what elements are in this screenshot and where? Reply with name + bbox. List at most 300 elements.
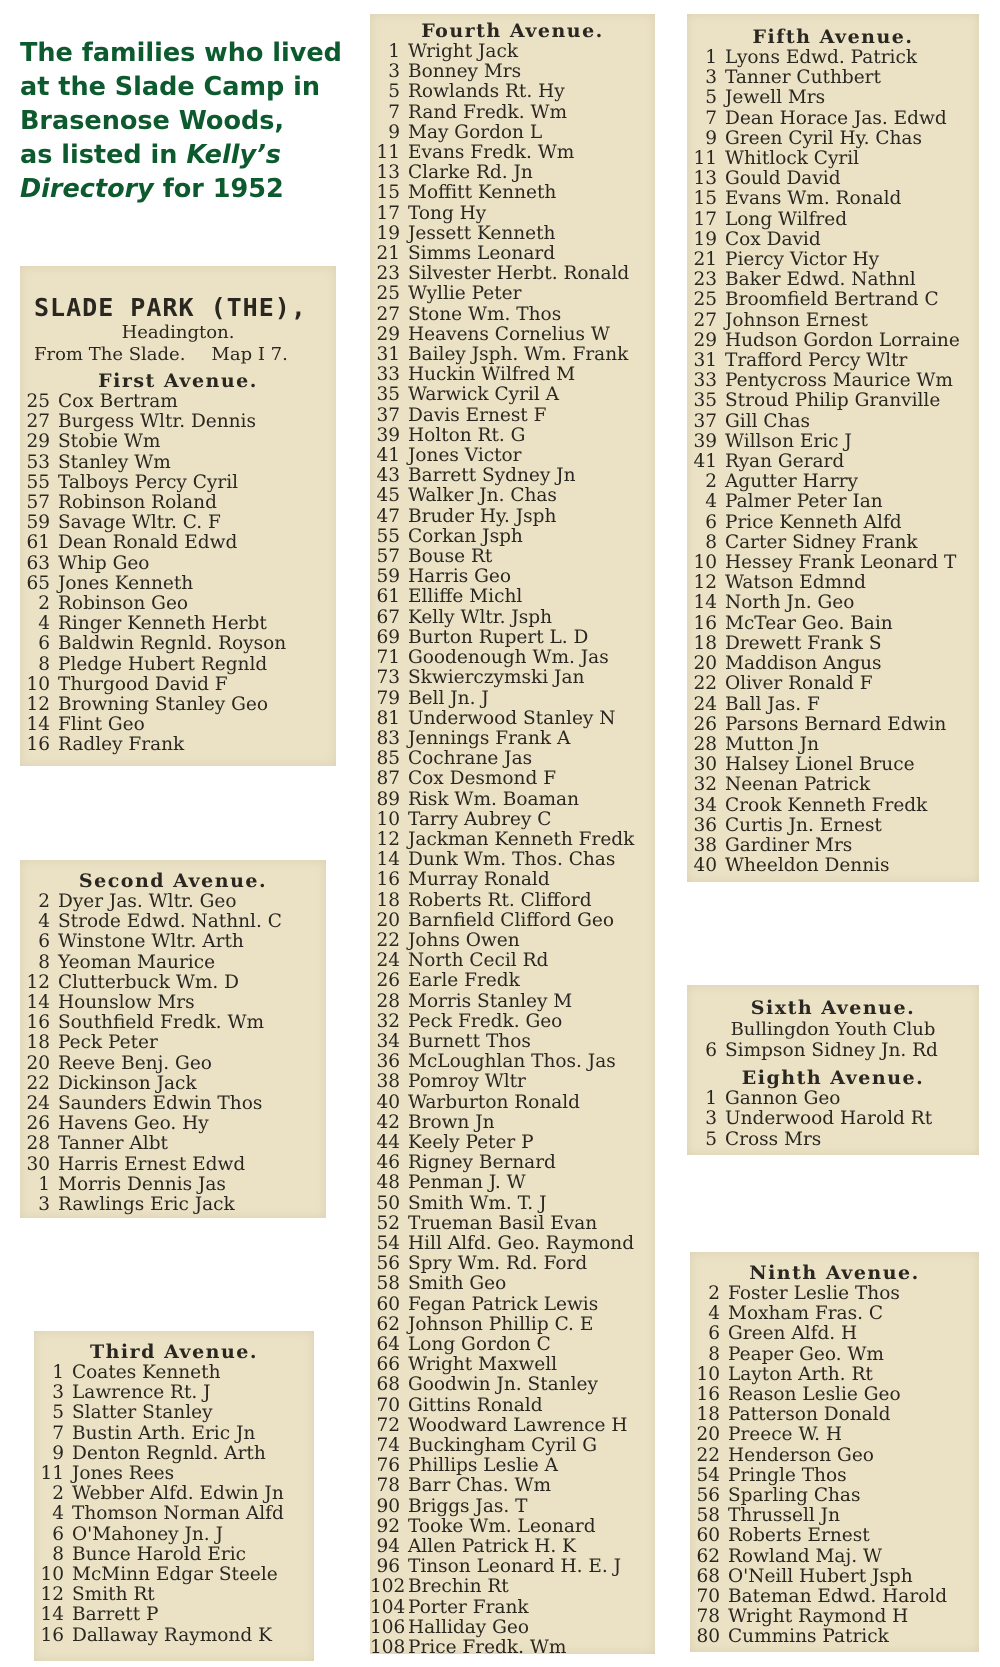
directory-entry bbox=[690, 1506, 979, 1526]
house-number: 58 bbox=[696, 1505, 720, 1527]
resident-name: Ringer Kenneth Herbt bbox=[58, 613, 267, 635]
directory-entry bbox=[370, 1234, 655, 1254]
resident-name: Gannon Geo bbox=[725, 1088, 841, 1110]
resident-name: Penman J. W bbox=[408, 1172, 526, 1194]
avenue-title: Fourth Avenue. bbox=[421, 20, 604, 42]
directory-entry bbox=[687, 412, 979, 432]
directory-entry bbox=[34, 1484, 314, 1504]
directory-entry bbox=[20, 953, 326, 973]
resident-name: Burgess Wltr. Dennis bbox=[58, 411, 256, 433]
house-number: 70 bbox=[696, 1586, 720, 1608]
directory-entry bbox=[370, 1113, 655, 1133]
directory-entry bbox=[370, 1517, 655, 1537]
avenue-title: Third Avenue. bbox=[89, 1341, 258, 1363]
house-number: 36 bbox=[376, 1051, 400, 1073]
directory-entry bbox=[370, 1416, 655, 1436]
house-number: 25 bbox=[693, 289, 717, 311]
directory-entry bbox=[370, 1557, 655, 1577]
directory-entry bbox=[370, 1456, 655, 1476]
house-number: 12 bbox=[40, 1584, 64, 1606]
resident-name: Drewett Frank S bbox=[725, 632, 882, 654]
house-number: 53 bbox=[26, 451, 50, 473]
directory-entry bbox=[20, 634, 336, 654]
resident-name: Kelly Wltr. Jsph bbox=[408, 606, 553, 628]
directory-entry bbox=[20, 412, 336, 432]
resident-name: Tanner Cuthbert bbox=[725, 67, 881, 89]
directory-entry bbox=[370, 931, 655, 951]
directory-entry bbox=[687, 472, 979, 492]
directory-entry bbox=[370, 1436, 655, 1456]
resident-name: Preece W. H bbox=[728, 1424, 843, 1446]
house-number: 38 bbox=[693, 834, 717, 856]
directory-entry bbox=[687, 836, 979, 856]
house-number: 57 bbox=[376, 546, 400, 568]
resident-name: Stanley Wm bbox=[58, 451, 171, 473]
directory-entry bbox=[690, 1324, 979, 1344]
resident-name: Skwierczymski Jan bbox=[408, 667, 585, 689]
resident-name: Huckin Wilfred M bbox=[408, 364, 576, 386]
directory-entry bbox=[34, 1605, 314, 1625]
directory-entry bbox=[370, 82, 655, 102]
resident-name: Robinson Roland bbox=[58, 492, 217, 514]
resident-name: Thomson Norman Alfd bbox=[72, 1503, 284, 1525]
house-number: 35 bbox=[693, 390, 717, 412]
directory-entry bbox=[687, 674, 979, 694]
house-number: 28 bbox=[376, 990, 400, 1012]
resident-name: Wright Raymond H bbox=[728, 1606, 909, 1628]
park-map-ref: Map I 7. bbox=[211, 344, 288, 365]
resident-name: Radley Frank bbox=[58, 734, 185, 756]
house-number: 20 bbox=[696, 1424, 720, 1446]
house-number: 12 bbox=[693, 572, 717, 594]
resident-name: Pentycross Maurice Wm bbox=[725, 370, 953, 392]
house-number: 55 bbox=[376, 525, 400, 547]
resident-name: Strode Edwd. Nathnl. C bbox=[58, 911, 282, 933]
house-number: 15 bbox=[693, 188, 717, 210]
directory-entry bbox=[34, 1363, 314, 1383]
resident-name: Buckingham Cyril G bbox=[408, 1435, 598, 1457]
directory-entry bbox=[687, 1109, 979, 1129]
resident-name: Clutterbuck Wm. D bbox=[58, 971, 240, 993]
directory-entry bbox=[370, 1173, 655, 1193]
directory-entry bbox=[20, 993, 326, 1013]
directory-entry bbox=[687, 634, 979, 654]
house-number: 3 bbox=[705, 67, 717, 89]
house-number: 10 bbox=[693, 552, 717, 574]
directory-entry bbox=[20, 594, 336, 614]
house-number: 41 bbox=[693, 451, 717, 473]
resident-name: Rowlands Rt. Hy bbox=[408, 81, 565, 103]
resident-name: Stone Wm. Thos bbox=[408, 303, 562, 325]
directory-entry bbox=[20, 1033, 326, 1053]
resident-name: Lawrence Rt. J bbox=[72, 1382, 211, 1404]
directory-entry bbox=[20, 973, 326, 993]
resident-name: Johnson Ernest bbox=[725, 309, 868, 331]
house-number: 8 bbox=[52, 1543, 64, 1565]
directory-entry bbox=[20, 473, 336, 493]
house-number: 27 bbox=[26, 411, 50, 433]
resident-name: Smith Rt bbox=[72, 1584, 155, 1606]
resident-name: Browning Stanley Geo bbox=[58, 694, 268, 716]
resident-name: Elliffe Michl bbox=[408, 586, 523, 608]
resident-name: Savage Wltr. C. F bbox=[58, 512, 221, 534]
directory-entry bbox=[687, 553, 979, 573]
directory-entry bbox=[20, 675, 336, 695]
house-number: 62 bbox=[696, 1545, 720, 1567]
resident-name: Davis Ernest F bbox=[408, 404, 547, 426]
house-number: 18 bbox=[696, 1404, 720, 1426]
fifth-avenue-clipping bbox=[687, 14, 979, 882]
resident-name: Clarke Rd. Jn bbox=[408, 162, 533, 184]
resident-name: Tong Hy bbox=[408, 202, 487, 224]
directory-entry bbox=[20, 533, 336, 553]
resident-name: North Jn. Geo bbox=[725, 592, 855, 614]
house-number: 16 bbox=[696, 1384, 720, 1406]
directory-entry bbox=[370, 1153, 655, 1173]
resident-name: Green Alfd. H bbox=[728, 1323, 858, 1345]
directory-entry bbox=[687, 109, 979, 129]
directory-entry bbox=[370, 567, 655, 587]
resident-name: Corkan Jsph bbox=[408, 525, 523, 547]
directory-entry bbox=[690, 1567, 979, 1587]
directory-entry bbox=[687, 290, 979, 310]
resident-name: Bailey Jsph. Wm. Frank bbox=[408, 344, 629, 366]
directory-entry bbox=[687, 593, 979, 613]
house-number: 5 bbox=[705, 1128, 717, 1150]
house-number: 72 bbox=[376, 1414, 400, 1436]
directory-entry bbox=[34, 1585, 314, 1605]
avenue-title: Second Avenue. bbox=[78, 870, 268, 892]
house-number: 5 bbox=[52, 1402, 64, 1424]
directory-entry bbox=[687, 695, 979, 715]
resident-name: Jones Rees bbox=[72, 1463, 175, 1485]
avenue-title: First Avenue. bbox=[98, 370, 258, 392]
house-number: 83 bbox=[376, 727, 400, 749]
resident-name: Woodward Lawrence H bbox=[408, 1414, 628, 1436]
resident-name: Roberts Rt. Clifford bbox=[408, 889, 592, 911]
park-from: From The Slade. bbox=[34, 344, 186, 365]
directory-entry bbox=[370, 628, 655, 648]
resident-name: Goodenough Wm. Jas bbox=[408, 647, 609, 669]
house-number: 16 bbox=[26, 1012, 50, 1034]
resident-name: Peck Peter bbox=[58, 1032, 158, 1054]
resident-name: Palmer Peter Ian bbox=[725, 491, 883, 513]
resident-name: Fegan Patrick Lewis bbox=[408, 1293, 599, 1315]
house-number: 36 bbox=[693, 814, 717, 836]
house-number: 9 bbox=[52, 1442, 64, 1464]
resident-name: Pomroy Wltr bbox=[408, 1071, 526, 1093]
house-number: 16 bbox=[26, 734, 50, 756]
directory-entry bbox=[370, 62, 655, 82]
resident-name: Brown Jn bbox=[408, 1111, 495, 1133]
resident-name: Cox David bbox=[725, 228, 821, 250]
entry-list bbox=[370, 42, 655, 1658]
house-number: 4 bbox=[52, 1503, 64, 1525]
directory-entry bbox=[687, 715, 979, 735]
directory-entry bbox=[20, 1155, 326, 1175]
resident-name: Heavens Cornelius W bbox=[408, 323, 610, 345]
resident-name: Walker Jn. Chas bbox=[408, 485, 557, 507]
resident-name: Dyer Jas. Wltr. Geo bbox=[58, 891, 237, 912]
resident-name: Thrussell Jn bbox=[728, 1505, 840, 1527]
directory-entry bbox=[687, 755, 979, 775]
house-number: 10 bbox=[40, 1564, 64, 1586]
page-heading bbox=[20, 36, 360, 206]
resident-name: Moffitt Kenneth bbox=[408, 182, 557, 204]
resident-name: Morris Stanley M bbox=[408, 990, 573, 1012]
directory-entry bbox=[370, 1476, 655, 1496]
house-number: 3 bbox=[388, 61, 400, 83]
resident-name: Dallaway Raymond K bbox=[72, 1624, 272, 1646]
house-number: 11 bbox=[693, 148, 717, 170]
resident-name: Thurgood David F bbox=[58, 673, 228, 695]
house-number: 14 bbox=[693, 592, 717, 614]
house-number: 4 bbox=[705, 491, 717, 513]
directory-entry bbox=[370, 749, 655, 769]
resident-name: May Gordon L bbox=[408, 121, 543, 143]
house-number: 1 bbox=[705, 47, 717, 68]
directory-entry bbox=[370, 1072, 655, 1092]
directory-entry bbox=[690, 1304, 979, 1324]
directory-entry bbox=[370, 406, 655, 426]
directory-entry bbox=[370, 1295, 655, 1315]
house-number: 2 bbox=[52, 1483, 64, 1505]
resident-name: Bustin Arth. Eric Jn bbox=[72, 1422, 256, 1444]
directory-entry bbox=[370, 426, 655, 446]
house-number: 41 bbox=[376, 445, 400, 467]
directory-entry bbox=[370, 486, 655, 506]
house-number: 7 bbox=[52, 1422, 64, 1444]
directory-entry bbox=[20, 392, 336, 412]
house-number: 26 bbox=[26, 1113, 50, 1135]
directory-entry bbox=[370, 891, 655, 911]
house-number: 76 bbox=[376, 1455, 400, 1477]
directory-entry bbox=[34, 1424, 314, 1444]
directory-entry bbox=[370, 790, 655, 810]
house-number: 29 bbox=[693, 329, 717, 351]
house-number: 59 bbox=[376, 566, 400, 588]
directory-entry bbox=[20, 1175, 326, 1195]
house-number: 17 bbox=[376, 202, 400, 224]
resident-name: Jones Victor bbox=[408, 445, 522, 467]
house-number: 3 bbox=[52, 1382, 64, 1404]
directory-entry bbox=[370, 547, 655, 567]
house-number: 96 bbox=[376, 1556, 400, 1578]
house-number: 33 bbox=[376, 364, 400, 386]
avenue-title: Sixth Avenue. bbox=[750, 997, 916, 1019]
house-number: 6 bbox=[38, 633, 50, 655]
directory-entry bbox=[690, 1547, 979, 1567]
resident-name: Slatter Stanley bbox=[72, 1402, 213, 1424]
house-number: 39 bbox=[693, 430, 717, 452]
directory-entry bbox=[687, 48, 979, 68]
directory-entry bbox=[687, 1089, 979, 1109]
resident-name: Hounslow Mrs bbox=[58, 992, 195, 1014]
directory-entry bbox=[370, 729, 655, 749]
directory-entry bbox=[687, 1041, 979, 1061]
resident-name: Cross Mrs bbox=[725, 1128, 822, 1150]
resident-name: Ball Jas. F bbox=[725, 693, 820, 715]
directory-entry bbox=[690, 1405, 979, 1425]
directory-entry bbox=[370, 608, 655, 628]
directory-entry bbox=[370, 911, 655, 931]
avenue-title: Eighth Avenue. bbox=[741, 1067, 925, 1090]
directory-entry bbox=[370, 42, 655, 62]
house-number: 4 bbox=[38, 911, 50, 933]
house-number: 18 bbox=[376, 889, 400, 911]
house-number: 102 bbox=[370, 1576, 406, 1598]
resident-name: Winstone Wltr. Arth bbox=[58, 931, 244, 953]
resident-name: Bell Jn. J bbox=[408, 687, 489, 709]
directory-entry bbox=[20, 432, 336, 452]
directory-entry bbox=[370, 183, 655, 203]
resident-name: Stobie Wm bbox=[58, 431, 161, 453]
house-number: 1 bbox=[705, 1088, 717, 1110]
house-number: 67 bbox=[376, 606, 400, 628]
heading-emphasis: Kelly’s bbox=[186, 140, 281, 170]
directory-entry bbox=[690, 1486, 979, 1506]
resident-name: Sparling Chas bbox=[728, 1485, 861, 1507]
directory-entry bbox=[370, 1396, 655, 1416]
resident-name: Saunders Edwin Thos bbox=[58, 1093, 263, 1115]
directory-entry bbox=[370, 689, 655, 709]
entry-list bbox=[34, 1363, 314, 1646]
house-number: 52 bbox=[376, 1212, 400, 1234]
directory-entry bbox=[20, 695, 336, 715]
resident-name: Wheeldon Dennis bbox=[725, 855, 890, 877]
house-number: 16 bbox=[376, 869, 400, 891]
directory-entry bbox=[34, 1545, 314, 1565]
avenue-title: Fifth Avenue. bbox=[752, 26, 914, 48]
house-number: 18 bbox=[26, 1032, 50, 1054]
directory-entry bbox=[687, 169, 979, 189]
directory-entry bbox=[370, 1052, 655, 1072]
resident-name: Peck Fredk. Geo bbox=[408, 1010, 563, 1032]
resident-name: Porter Frank bbox=[408, 1596, 529, 1618]
resident-name: Allen Patrick H. K bbox=[408, 1536, 576, 1558]
directory-entry bbox=[20, 493, 336, 513]
house-number: 74 bbox=[376, 1435, 400, 1457]
resident-name: Evans Wm. Ronald bbox=[725, 188, 902, 210]
directory-entry bbox=[690, 1284, 979, 1304]
house-number: 16 bbox=[40, 1624, 64, 1646]
resident-name: Piercy Victor Hy bbox=[725, 249, 880, 271]
heading-emphasis: Directory bbox=[20, 174, 154, 204]
entry-list bbox=[687, 1041, 979, 1061]
house-number: 23 bbox=[693, 269, 717, 291]
directory-entry bbox=[687, 230, 979, 250]
resident-name: Morris Dennis Jas bbox=[58, 1173, 226, 1195]
house-number: 22 bbox=[693, 673, 717, 695]
resident-name: Johnson Phillip C. E bbox=[408, 1313, 594, 1335]
house-number: 10 bbox=[696, 1363, 720, 1385]
directory-entry bbox=[20, 1013, 326, 1033]
house-number: 21 bbox=[376, 243, 400, 265]
resident-name: Price Kenneth Alfd bbox=[725, 511, 902, 533]
house-number: 6 bbox=[708, 1323, 720, 1345]
house-number: 8 bbox=[38, 653, 50, 675]
directory-entry bbox=[370, 1537, 655, 1557]
directory-entry bbox=[20, 453, 336, 473]
resident-name: Price Fredk. Wm bbox=[408, 1637, 567, 1659]
directory-entry bbox=[370, 1355, 655, 1375]
house-number: 26 bbox=[376, 970, 400, 992]
resident-name: Bruder Hy. Jsph bbox=[408, 505, 557, 527]
resident-name: Broomfield Bertrand C bbox=[725, 289, 939, 311]
house-number: 22 bbox=[376, 929, 400, 951]
directory-entry bbox=[20, 735, 336, 755]
park-place: Headington. bbox=[121, 322, 235, 343]
house-number: 4 bbox=[708, 1303, 720, 1325]
park-title: SLADE PARK (THE), bbox=[34, 293, 307, 322]
resident-name: Earle Fredk bbox=[408, 970, 520, 992]
house-number: 10 bbox=[26, 673, 50, 695]
house-number: 56 bbox=[696, 1485, 720, 1507]
directory-entry bbox=[370, 709, 655, 729]
directory-entry bbox=[370, 264, 655, 284]
house-number: 20 bbox=[376, 909, 400, 931]
directory-entry bbox=[687, 775, 979, 795]
house-number: 19 bbox=[693, 228, 717, 250]
directory-entry bbox=[687, 68, 979, 88]
house-number: 61 bbox=[376, 586, 400, 608]
directory-entry bbox=[690, 1345, 979, 1365]
resident-name: Halliday Geo bbox=[408, 1616, 529, 1638]
house-number: 61 bbox=[26, 532, 50, 554]
entry-list bbox=[687, 48, 979, 876]
house-number: 12 bbox=[26, 971, 50, 993]
directory-entry bbox=[690, 1425, 979, 1445]
directory-entry bbox=[370, 830, 655, 850]
resident-name: Dickinson Jack bbox=[58, 1072, 197, 1094]
house-number: 29 bbox=[26, 431, 50, 453]
resident-name: O'Neill Hubert Jsph bbox=[728, 1565, 913, 1587]
house-number: 4 bbox=[38, 613, 50, 635]
house-number: 27 bbox=[693, 309, 717, 331]
house-number: 85 bbox=[376, 748, 400, 770]
house-number: 47 bbox=[376, 505, 400, 527]
directory-entry bbox=[370, 1274, 655, 1294]
directory-entry bbox=[20, 574, 336, 594]
resident-name: Robinson Geo bbox=[58, 593, 189, 615]
resident-name: Brechin Rt bbox=[408, 1576, 509, 1598]
sixth-eighth-avenue-clipping bbox=[687, 985, 979, 1155]
resident-name: Havens Geo. Hy bbox=[58, 1113, 209, 1135]
heading-line: The families who lived bbox=[20, 38, 342, 68]
directory-entry bbox=[370, 103, 655, 123]
house-number: 46 bbox=[376, 1152, 400, 1174]
directory-entry bbox=[370, 1315, 655, 1335]
house-number: 8 bbox=[708, 1343, 720, 1365]
directory-entry bbox=[370, 1194, 655, 1214]
heading-line: Directory for 1952 bbox=[20, 174, 284, 204]
resident-name: McTear Geo. Bain bbox=[725, 612, 893, 634]
house-number: 28 bbox=[693, 733, 717, 755]
resident-name: Barr Chas. Wm bbox=[408, 1475, 552, 1497]
house-number: 7 bbox=[705, 107, 717, 129]
directory-entry bbox=[687, 189, 979, 209]
house-number: 39 bbox=[376, 424, 400, 446]
house-number: 6 bbox=[705, 1040, 717, 1061]
house-number: 68 bbox=[376, 1374, 400, 1396]
house-number: 1 bbox=[38, 1173, 50, 1195]
house-number: 63 bbox=[26, 552, 50, 574]
resident-name: Neenan Patrick bbox=[725, 774, 871, 796]
directory-entry bbox=[370, 648, 655, 668]
resident-name: Underwood Harold Rt bbox=[725, 1108, 933, 1130]
house-number: 1 bbox=[388, 41, 400, 62]
house-number: 13 bbox=[376, 162, 400, 184]
